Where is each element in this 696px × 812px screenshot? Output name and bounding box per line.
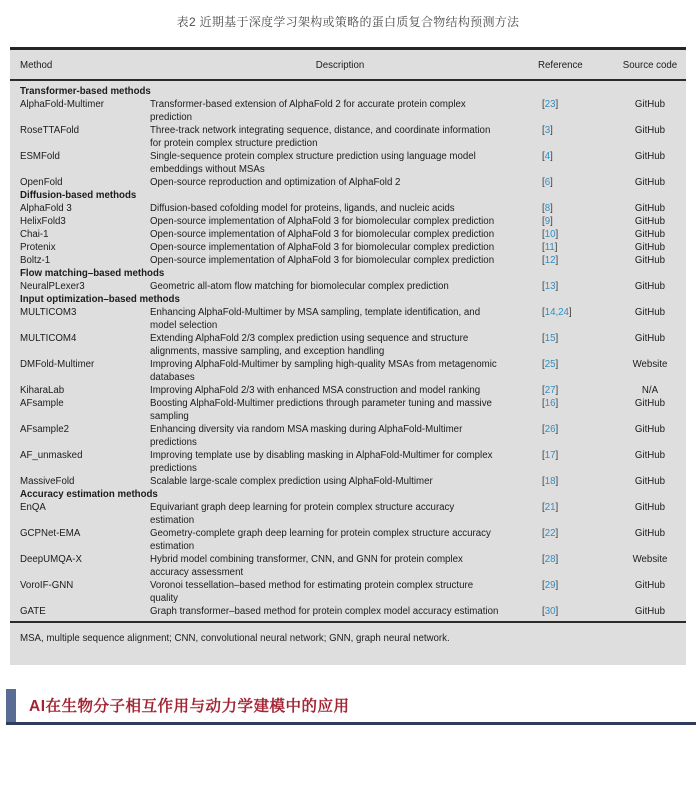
reference-close-bracket: ] <box>555 528 559 539</box>
citation-link[interactable]: 29 <box>544 580 556 591</box>
method-cell: HelixFold3 <box>20 216 66 227</box>
method-cell: EnQA <box>20 502 46 513</box>
reference-open-bracket: [ <box>542 554 545 565</box>
reference-close-bracket: ] <box>555 606 559 617</box>
reference-close-bracket: ] <box>550 216 553 227</box>
reference-open-bracket: [ <box>542 385 545 396</box>
reference-close-bracket: ] <box>555 359 559 370</box>
reference-close-bracket: ] <box>555 333 559 344</box>
reference-open-bracket: [ <box>542 255 545 266</box>
method-cell: ESMFold <box>20 151 60 162</box>
citation-link[interactable]: 17 <box>544 450 556 461</box>
reference-cell <box>530 579 614 605</box>
source-code-cell: GitHub <box>634 307 666 318</box>
source-code-cell: Website <box>632 554 668 565</box>
table-row <box>10 605 686 618</box>
table-row <box>10 98 686 124</box>
section-header-row: Diffusion-based methods <box>20 190 137 201</box>
method-cell: AF_unmasked <box>20 450 83 461</box>
citation-link[interactable]: 13 <box>544 281 556 292</box>
table-row <box>10 475 686 488</box>
reference-cell <box>530 280 614 293</box>
reference-close-bracket: ] <box>555 502 559 513</box>
reference-open-bracket: [ <box>542 333 545 344</box>
table-row <box>10 228 686 241</box>
table-row <box>10 306 686 332</box>
source-code-cell: GitHub <box>634 125 666 136</box>
method-cell: NeuralPLexer3 <box>20 281 85 292</box>
citation-link[interactable]: 28 <box>544 554 556 565</box>
reference-open-bracket: [ <box>542 229 545 240</box>
method-cell: RoseTTAFold <box>20 125 80 136</box>
source-code-cell: GitHub <box>634 580 666 591</box>
table-body <box>10 81 686 621</box>
source-code-cell: GitHub <box>634 216 666 227</box>
table-row <box>10 280 686 293</box>
section-header-row: Transformer-based methods <box>20 86 151 97</box>
citation-link[interactable]: 12 <box>544 255 556 266</box>
reference-cell <box>530 358 614 384</box>
reference-cell <box>530 475 614 488</box>
column-header-source-code: Source code <box>622 60 678 71</box>
source-code-cell: GitHub <box>634 151 666 162</box>
reference-cell <box>530 384 614 397</box>
table-row <box>10 384 686 397</box>
reference-cell <box>530 553 614 579</box>
reference-close-bracket: ] <box>555 424 559 435</box>
method-cell: AFsample <box>20 398 64 409</box>
citation-link[interactable]: 27 <box>544 385 556 396</box>
description-cell: Geometric all-atom flow matching for biomolecular complex prediction <box>150 281 449 292</box>
reference-cell <box>530 423 614 449</box>
reference-open-bracket: [ <box>542 528 545 539</box>
source-code-cell: GitHub <box>634 424 666 435</box>
reference-cell <box>530 254 614 267</box>
table-caption: 表2 近期基于深度学习架构或策略的蛋白质复合物结构预测方法 <box>176 15 520 29</box>
description-cell: Enhancing diversity via random MSA masking during AlphaFold-Multimer predictions <box>150 424 463 448</box>
reference-cell <box>530 332 614 358</box>
reference-close-bracket: ] <box>555 476 559 487</box>
description-cell: Open-source implementation of AlphaFold 3 for biomolecular complex prediction <box>150 255 495 266</box>
citation-link[interactable]: 10 <box>544 229 556 240</box>
reference-close-bracket: ] <box>555 580 559 591</box>
description-cell: Diffusion-based cofolding model for proteins, ligands, and nucleic acids <box>150 203 455 214</box>
reference-close-bracket: ] <box>550 177 553 188</box>
citation-link[interactable]: 30 <box>544 606 556 617</box>
column-header-method: Method <box>20 60 53 71</box>
method-cell: DMFold-Multimer <box>20 359 95 370</box>
table-row <box>10 150 686 176</box>
reference-open-bracket: [ <box>542 580 545 591</box>
citation-link[interactable]: 21 <box>544 502 556 513</box>
description-cell: Improving AlphaFold-Multimer by sampling high-quality MSAs from metagenomic databases <box>150 359 497 383</box>
reference-cell <box>530 397 614 423</box>
reference-close-bracket: ] <box>555 554 559 565</box>
citation-link[interactable]: 3 <box>544 125 551 136</box>
description-cell: Scalable large-scale complex prediction using AlphaFold-Multimer <box>150 476 433 487</box>
method-cell: AlphaFold-Multimer <box>20 99 104 110</box>
reference-open-bracket: [ <box>542 125 545 136</box>
reference-open-bracket: [ <box>542 359 545 370</box>
reference-open-bracket: [ <box>542 307 545 318</box>
table-row <box>10 215 686 228</box>
reference-cell <box>530 124 614 150</box>
source-code-cell: GitHub <box>634 255 666 266</box>
reference-open-bracket: [ <box>542 606 545 617</box>
citation-link[interactable]: 6 <box>544 177 551 188</box>
citation-link[interactable]: 16 <box>544 398 556 409</box>
reference-close-bracket: ] <box>550 125 553 136</box>
column-header-description: Description <box>315 60 365 71</box>
reference-open-bracket: [ <box>542 151 545 162</box>
reference-cell <box>530 202 614 215</box>
reference-close-bracket: ] <box>554 242 558 253</box>
table-header-row <box>10 50 686 81</box>
source-code-cell: GitHub <box>634 229 666 240</box>
method-cell: GCPNet-EMA <box>20 528 81 539</box>
method-cell: MULTICOM4 <box>20 333 77 344</box>
citation-link[interactable]: 9 <box>544 216 551 227</box>
source-code-cell: GitHub <box>634 450 666 461</box>
table-row <box>10 241 686 254</box>
source-code-cell: GitHub <box>634 203 666 214</box>
section-header-row: Accuracy estimation methods <box>20 489 158 500</box>
citation-link[interactable]: 25 <box>544 359 556 370</box>
method-cell: Protenix <box>20 242 56 253</box>
section-heading-text: AI在生物分子相互作用与动力学建模中的应用 <box>29 698 350 715</box>
reference-close-bracket: ] <box>555 255 559 266</box>
reference-cell <box>530 228 614 241</box>
description-cell: Improving template use by disabling masking in AlphaFold-Multimer for complex predictions <box>150 450 493 474</box>
methods-table <box>10 47 686 665</box>
description-cell: Single-sequence protein complex structure prediction using language model embeddings without MSAs <box>150 151 476 175</box>
method-cell: OpenFold <box>20 177 63 188</box>
method-cell: GATE <box>20 606 46 617</box>
table-row <box>10 449 686 475</box>
source-code-cell: GitHub <box>634 281 666 292</box>
source-code-cell: GitHub <box>634 99 666 110</box>
section-header-row: Input optimization–based methods <box>20 294 180 305</box>
source-code-cell: GitHub <box>634 242 666 253</box>
reference-cell <box>530 98 614 124</box>
citation-link[interactable]: 26 <box>544 424 556 435</box>
description-cell: Open-source reproduction and optimization of AlphaFold 2 <box>150 177 401 188</box>
source-code-cell: GitHub <box>634 476 666 487</box>
citation-link[interactable]: 8 <box>544 203 551 214</box>
table-row <box>10 553 686 579</box>
reference-open-bracket: [ <box>542 398 545 409</box>
reference-cell <box>530 449 614 475</box>
reference-open-bracket: [ <box>542 177 545 188</box>
citation-link[interactable]: 14,24 <box>544 307 569 318</box>
description-cell: Three-track network integrating sequence, distance, and coordinate information for protein complex structure prediction <box>150 125 491 149</box>
citation-link[interactable]: 22 <box>544 528 556 539</box>
heading-accent-bar <box>6 689 16 722</box>
table-row <box>10 202 686 215</box>
description-cell: Hybrid model combining transformer, CNN, and GNN for protein complex accuracy assessment <box>150 554 463 578</box>
source-code-cell: GitHub <box>634 177 666 188</box>
reference-cell <box>530 150 614 176</box>
reference-cell <box>530 215 614 228</box>
table-row <box>10 254 686 267</box>
source-code-cell: Website <box>632 359 668 370</box>
source-code-cell: GitHub <box>634 502 666 513</box>
method-cell: VoroIF-GNN <box>20 580 74 591</box>
reference-close-bracket: ] <box>555 450 559 461</box>
reference-close-bracket: ] <box>555 281 559 292</box>
citation-link[interactable]: 4 <box>544 151 551 162</box>
reference-cell <box>530 605 614 618</box>
table-row <box>10 527 686 553</box>
reference-close-bracket: ] <box>550 203 553 214</box>
reference-close-bracket: ] <box>555 385 559 396</box>
reference-close-bracket: ] <box>568 307 572 318</box>
description-cell: Voronoi tessellation–based method for estimating protein complex structure quality <box>150 580 474 604</box>
section-header-row: Flow matching–based methods <box>20 268 165 279</box>
description-cell: Open-source implementation of AlphaFold 3 for biomolecular complex prediction <box>150 229 495 240</box>
citation-link[interactable]: 23 <box>544 99 556 110</box>
citation-link[interactable]: 18 <box>544 476 556 487</box>
table-row <box>10 176 686 189</box>
table-row <box>10 579 686 605</box>
reference-open-bracket: [ <box>542 281 545 292</box>
section-heading <box>6 689 696 725</box>
method-cell: Chai-1 <box>20 229 49 240</box>
table-row <box>10 358 686 384</box>
reference-cell <box>530 306 614 332</box>
source-code-cell: GitHub <box>634 333 666 344</box>
method-cell: AlphaFold 3 <box>20 203 72 214</box>
description-cell: Improving AlphaFold 2/3 with enhanced MSA construction and model ranking <box>150 385 481 396</box>
reference-close-bracket: ] <box>555 398 559 409</box>
method-cell: KiharaLab <box>20 385 65 396</box>
source-code-cell: GitHub <box>634 606 666 617</box>
reference-open-bracket: [ <box>542 476 545 487</box>
reference-cell <box>530 527 614 553</box>
column-header-reference: Reference <box>538 60 583 71</box>
citation-link[interactable]: 11 <box>544 242 555 253</box>
source-code-cell: GitHub <box>634 398 666 409</box>
description-cell: Open-source implementation of AlphaFold 3 for biomolecular complex prediction <box>150 242 495 253</box>
table-row <box>10 501 686 527</box>
reference-open-bracket: [ <box>542 424 545 435</box>
description-cell: Open-source implementation of AlphaFold 3 for biomolecular complex prediction <box>150 216 495 227</box>
source-code-cell: GitHub <box>634 528 666 539</box>
table-row <box>10 124 686 150</box>
description-cell: Boosting AlphaFold-Multimer predictions through parameter tuning and massive sampling <box>150 398 492 422</box>
reference-open-bracket: [ <box>542 99 545 110</box>
reference-close-bracket: ] <box>555 99 559 110</box>
table-row <box>10 397 686 423</box>
source-code-cell: N/A <box>641 385 659 396</box>
reference-cell <box>530 241 614 254</box>
reference-cell <box>530 501 614 527</box>
method-cell: AFsample2 <box>20 424 69 435</box>
description-cell: Geometry-complete graph deep learning for protein complex structure accuracy estimation <box>150 528 491 552</box>
reference-open-bracket: [ <box>542 216 545 227</box>
description-cell: Graph transformer–based method for protein complex model accuracy estimation <box>150 606 499 617</box>
reference-open-bracket: [ <box>542 502 545 513</box>
description-cell: Enhancing AlphaFold-Multimer by MSA sampling, template identification, and model selection <box>150 307 481 331</box>
reference-open-bracket: [ <box>542 242 545 253</box>
description-cell: Equivariant graph deep learning for protein complex structure accuracy estimation <box>150 502 455 526</box>
method-cell: Boltz-1 <box>20 255 51 266</box>
description-cell: Transformer-based extension of AlphaFold 2 for accurate protein complex prediction <box>150 99 466 123</box>
description-cell: Extending AlphaFold 2/3 complex prediction using sequence and structure alignments, massive sampling, and exception handling <box>150 333 469 357</box>
table-footnote: MSA, multiple sequence alignment; CNN, convolutional neural network; GNN, graph neural network. <box>20 633 450 644</box>
method-cell: MassiveFold <box>20 476 75 487</box>
reference-open-bracket: [ <box>542 203 545 214</box>
method-cell: MULTICOM3 <box>20 307 77 318</box>
citation-link[interactable]: 15 <box>544 333 556 344</box>
reference-close-bracket: ] <box>555 229 559 240</box>
reference-close-bracket: ] <box>550 151 553 162</box>
reference-open-bracket: [ <box>542 450 545 461</box>
table-row <box>10 332 686 358</box>
method-cell: DeepUMQA-X <box>20 554 82 565</box>
table-row <box>10 423 686 449</box>
reference-cell <box>530 176 614 189</box>
